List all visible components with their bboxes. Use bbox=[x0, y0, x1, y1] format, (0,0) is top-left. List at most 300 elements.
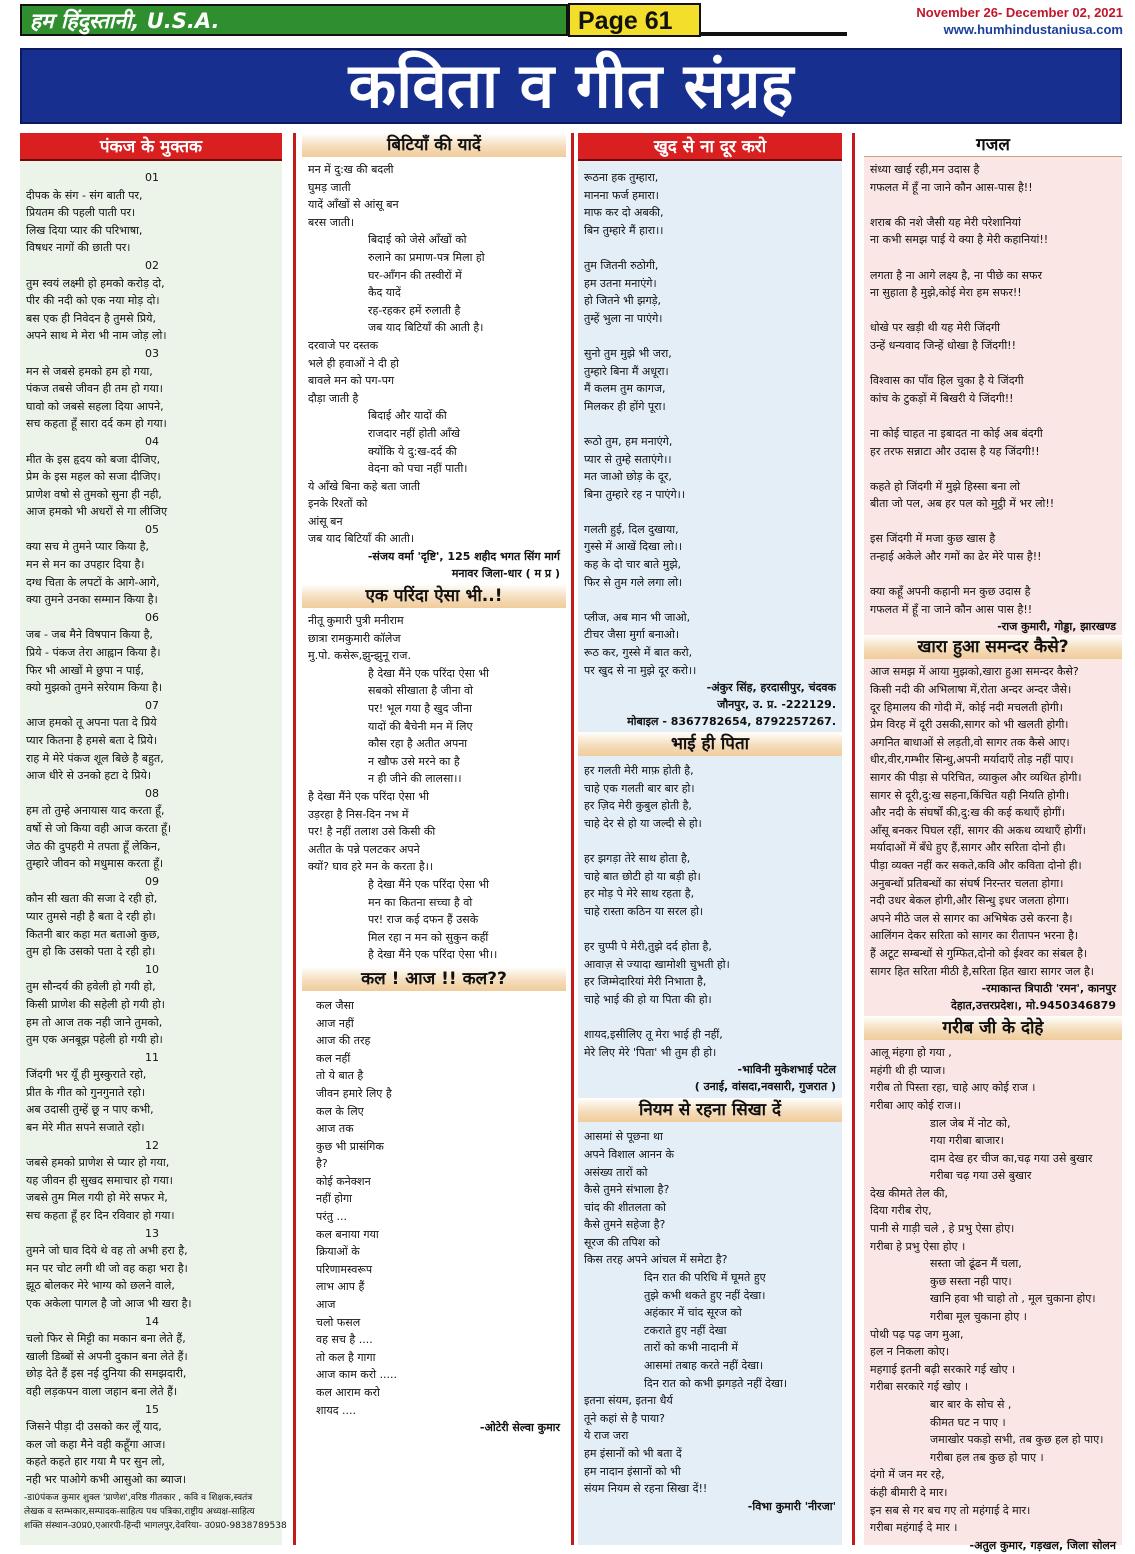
poem-credit bbox=[864, 980, 1122, 1014]
poem-line: कल जो कहा मैने वही कहूँगा आज। bbox=[26, 1437, 166, 1451]
poem-line: तो ये बात है bbox=[316, 1069, 364, 1083]
poem-line: क्या सच मे तुमने प्यार किया है, bbox=[26, 540, 149, 554]
poem-line: बन मेरे मीत सपने सजाते रहो। bbox=[26, 1121, 145, 1135]
poem-line: हर झगड़ा तेरे साथ होता है, bbox=[584, 852, 691, 866]
poem-heading: खारा हुआ समन्दर कैसे? bbox=[864, 635, 1122, 659]
poem-line: प्रीत के गीत को गुनगुनाते रहो। bbox=[26, 1085, 145, 1099]
brand-text: हम हिंदुस्तानी, U.S.A. bbox=[30, 9, 220, 33]
poem-line: दौड़ा जाती है bbox=[308, 391, 359, 405]
credit-line: -अंकुर सिंह, हरदासीपुर, चंदवक bbox=[706, 681, 836, 695]
poem-line: क्यों? घाव हरे मन के करता है।। bbox=[308, 860, 434, 874]
poem-line: उन्हें धन्यवाद जिन्हें धोखा है जिंदगी!! bbox=[870, 338, 1016, 352]
poem-line: हर जिम्मेदारियां मेरी निभाता है, bbox=[584, 975, 707, 989]
poem-line: हम उतना मनाएंगे। bbox=[584, 276, 657, 290]
poem-line: सागर की पीड़ा से परिचित, व्याकुल और व्यथित होगी। bbox=[870, 771, 1082, 784]
poem-body bbox=[578, 161, 842, 679]
poem-line: देख कीमते तेल की, bbox=[870, 1186, 948, 1200]
poem-heading: भाई ही पिता bbox=[578, 732, 842, 756]
poem-line: तुमने जो घाव दिये थे वह तो अभी हरा है, bbox=[26, 1244, 188, 1258]
poem-line: चलो फिर से मिट्टी का मकान बना लेते हैं, bbox=[26, 1332, 186, 1346]
poem-line: है देखा मैंने एक परिंदा ऐसा भी bbox=[308, 790, 429, 803]
poem-line: धीर,वीर,गम्भीर सिन्धु,अपनी मर्यादाएँ तोड़ नहीं पाए। bbox=[870, 753, 1074, 767]
poem-line: प्यार तुमसे नही है बता दे रही हो। bbox=[26, 909, 156, 923]
poem-line: सच कहता हूँ हर दिन रविवार हो गया। bbox=[26, 1209, 175, 1223]
poem-credit: -अतुल कुमार, गड़खल, जिला सोलन bbox=[969, 1538, 1116, 1552]
poem-line: दिन रात की परिधि में घूमते हुए bbox=[644, 1271, 766, 1285]
poem-line: परिणामस्वरूप bbox=[316, 1262, 373, 1276]
verse-number: 03 bbox=[145, 346, 159, 360]
poem-line: जीवन हमारे लिए है bbox=[316, 1086, 392, 1100]
poem-line: टकराते हुए नहीं देखा bbox=[644, 1323, 727, 1337]
poem-line: सुनो तुम मुझे भी जरा, bbox=[584, 346, 672, 360]
poem-line: जबसे तुम मिल गयी हो मेरे सफर मे, bbox=[26, 1191, 168, 1205]
verse-number: 13 bbox=[145, 1226, 159, 1240]
poem-line: मन का कितना सच्चा है वो bbox=[368, 895, 473, 909]
poem-line: आज तक bbox=[316, 1122, 354, 1136]
verse-number: 07 bbox=[145, 698, 159, 712]
poem-body bbox=[864, 1040, 1122, 1537]
poem-line: क्या कहूँ अपनी कहानी मन कुछ उदास है bbox=[870, 585, 1031, 599]
poem-line: अतीत के पन्ने पलटकर अपने bbox=[308, 842, 420, 856]
poem-line: चाहे बात छोटी हो या बड़ी हो। bbox=[584, 869, 701, 883]
poem-heading: गरीब जी के दोहे bbox=[864, 1016, 1122, 1040]
poem-heading: बिटियाँ की यादें bbox=[302, 133, 566, 157]
poem-line: एक अकेला पागल है जो आज भी खरा है। bbox=[26, 1297, 192, 1310]
stanza-gap bbox=[870, 407, 1118, 425]
poem-line: हम तो तुम्हे अनायास याद करता हूँ, bbox=[26, 804, 165, 818]
verse-number: 10 bbox=[145, 962, 159, 976]
poem-heading: नियम से रहना सिखा दें bbox=[578, 1098, 842, 1122]
poem-line: बिदाई को जेसे आँखों को bbox=[368, 233, 467, 247]
poem-line: डाल जेब में नोट को, bbox=[930, 1116, 1011, 1130]
stanza-gap bbox=[870, 249, 1118, 267]
poem-line: इतना संयम, इतना धैर्य bbox=[584, 1394, 673, 1408]
poem-line: कल आराम करो bbox=[316, 1386, 380, 1399]
poem-heading: गजल bbox=[864, 133, 1122, 157]
poem-line: हर मोड़ पे मेरे साथ रहता है, bbox=[584, 887, 695, 901]
credit-line: -भाविनी मुकेशभाई पटेल bbox=[737, 1063, 836, 1077]
poem-line: शराब की नशे जैसी यह मेरी परेशानियां bbox=[870, 215, 1021, 229]
column-2 bbox=[302, 133, 566, 1545]
column-4 bbox=[864, 133, 1122, 1552]
poem-line: जेठ की दुपहरी मे तपता हूँ लेकिन, bbox=[26, 839, 161, 853]
poem-bitiyan-ki-yaaden bbox=[302, 133, 566, 582]
verse-number: 04 bbox=[145, 434, 159, 448]
poem-body bbox=[864, 659, 1122, 980]
credit-line: ( उनाई, वांसदा,नवसारी, गुजरात ) bbox=[694, 1080, 836, 1094]
poem-line: आज हमको भी अधरों से गा लीजिए bbox=[26, 505, 168, 519]
stanza-gap bbox=[584, 327, 838, 345]
poem-credit: -विभा कुमारी 'नीरजा' bbox=[747, 1499, 836, 1513]
poem-line: प्रेम के इस महल को सजा दीजिए। bbox=[26, 470, 161, 484]
credit-line: -रमाकान्त त्रिपाठी 'रमन', कानपुर bbox=[981, 982, 1116, 996]
poem-credit: -राज कुमारी, गोड्डा, झारखण्ड bbox=[997, 620, 1116, 634]
credit-line: लेखक व स्तम्भकार,सम्पादक-साहित्य पथ पत्रिका,राष्ट्रीय अध्यक्ष-साहित्य bbox=[24, 1506, 255, 1517]
poem-line: बार बार के सोच से , bbox=[930, 1398, 1012, 1411]
stanza-gap bbox=[584, 921, 838, 939]
poem-line: आज धीरे से उनको हटा दे प्रिये। bbox=[26, 769, 152, 783]
poem-line: असंख्य तारों को bbox=[584, 1165, 648, 1179]
poem-line: जब याद बिटियाँ की आती है। bbox=[368, 321, 484, 335]
column-divider bbox=[852, 133, 855, 1545]
poem-line: तुझे कभी थकते हुए नहीं देखा। bbox=[644, 1288, 766, 1302]
credit-line: देहात,उत्तरप्रदेश।, मो.9450346879 bbox=[950, 999, 1116, 1013]
poem-line: हर तरफ सन्नाटा और उदास है यह जिंदगी!! bbox=[870, 444, 1040, 458]
poem-line: तुम हो कि उसको पता दे रही हो। bbox=[26, 945, 156, 959]
poem-line: जमाखोर पकड़ो सभी, तब कुछ हल हो पाए। bbox=[930, 1433, 1104, 1447]
stanza-gap bbox=[870, 566, 1118, 584]
poem-line: कंही बीमारी दे मार। bbox=[870, 1485, 948, 1499]
poem-line: गरीब तो पिस्ता रहा, चाहे आए कोई राज । bbox=[870, 1081, 1036, 1095]
poem-line: सच कहता हूँ सारा दर्द कम हो गया। bbox=[26, 417, 167, 431]
poem-line: है देखा मैंने एक परिंदा ऐसा भी bbox=[368, 666, 489, 680]
poem-line: मैं कलम तुम कागज, bbox=[584, 382, 666, 396]
poem-body bbox=[302, 608, 566, 964]
stanza-gap bbox=[584, 833, 838, 851]
poem-line: किसी नदी की अभिलाषा में,रोता अन्दर अन्दर जैसे। bbox=[870, 683, 1072, 697]
verse-number: 06 bbox=[145, 610, 159, 624]
poem-line: गलती हुई, दिल दुखाया, bbox=[584, 522, 679, 536]
poem-line: तुम जितनी रुठोगी, bbox=[584, 258, 659, 272]
poem-line: वह सच है .... bbox=[316, 1333, 373, 1347]
verse-number: 15 bbox=[145, 1402, 159, 1416]
poem-line: आसमां से पूछना था bbox=[584, 1130, 663, 1144]
poem-line: गरीबा सरकारे गई खोए । bbox=[870, 1380, 969, 1394]
poem-gareeb-ji-ke-dohe bbox=[864, 1016, 1122, 1554]
column-divider bbox=[571, 133, 574, 1545]
poem-line: आज काम करो ..... bbox=[316, 1368, 398, 1382]
poem-line: मत जाओ छोड़ के दूर, bbox=[584, 470, 672, 484]
page-number-box bbox=[568, 3, 701, 37]
poem-line: संध्या खाई रही,मन उदास है bbox=[870, 163, 980, 176]
poem-line: तुम सौन्दर्य की हवेली हो गयी हो, bbox=[26, 980, 156, 994]
poem-line: नदी उधर बेकल होगी,और सिन्धु इधर जलता होगा। bbox=[870, 894, 1070, 908]
poem-line: रूठना हक तुम्हारा, bbox=[584, 171, 659, 184]
poem-line: घावो को जबसे सहला दिया आपने, bbox=[26, 399, 164, 413]
poem-line: क्योंकि ये दु:ख-दर्द की bbox=[368, 444, 457, 458]
poem-line: दग्ध चिता के लपटों के आगे-आगे, bbox=[26, 575, 160, 589]
poem-line: मेरे लिए मेरे 'पिता' भी तुम ही हो। bbox=[584, 1045, 717, 1059]
poem-line: मन से मन का उपहार दिया है। bbox=[26, 558, 145, 572]
poem-line: मु.पो. कसेरू,झुन्झुनू राज. bbox=[308, 649, 411, 663]
poem-heading: खुद से ना दूर करो bbox=[578, 133, 842, 161]
poem-line: किस तरह अपने आंचल में समेटा है? bbox=[584, 1253, 728, 1267]
poem-line: हम तो आज तक नही जाने तुमको, bbox=[26, 1015, 163, 1029]
poem-line: हर ज़िद मेरी कुबुल होती है, bbox=[584, 799, 692, 813]
poem-line: रुलाने का प्रमाण-पत्र मिला हो bbox=[368, 250, 485, 264]
poem-line: टीचर जैसा मुर्गा बनाओ। bbox=[584, 628, 680, 642]
poem-credit bbox=[578, 1061, 842, 1095]
poem-line: पीर की नदी को एक नया मोड़ दो। bbox=[26, 294, 160, 308]
poem-line: आसमां तबाह करते नहीं देखा। bbox=[644, 1359, 764, 1373]
poem-heading: कल ! आज !! कल?? bbox=[302, 967, 566, 991]
poem-line: तुम्हारे बिना मैं अधूरा। bbox=[584, 364, 669, 378]
poem-credit bbox=[302, 548, 566, 582]
poem-khud-se-na-door-karo bbox=[578, 133, 842, 730]
poem-line: पर! है नहीं तलाश उसे किसी की bbox=[308, 825, 436, 839]
poem-line: ये राज जरा bbox=[584, 1429, 629, 1443]
credit-line: -संजय वर्मा 'दृष्टि', 125 शहीद भगत सिंग मार्ग bbox=[367, 550, 560, 564]
poem-line: अपने साथ मे मेरा भी नाम जोड़ लो। bbox=[26, 329, 167, 343]
poem-line: यादों की बैचेनी मन में लिए bbox=[368, 719, 473, 733]
poem-line: कुछ सस्ता नही पाए। bbox=[930, 1274, 1012, 1288]
poem-line: पर! राज कई दफन हैं उसके bbox=[368, 913, 479, 927]
poem-line: महंगी थी ही प्याज। bbox=[870, 1063, 946, 1077]
poem-line: विषधर नागों की छाती पर। bbox=[26, 241, 131, 255]
poem-line: सबको सीखाता है जीना वो bbox=[368, 684, 474, 698]
poem-line: मर्यादाओं में बँधे हुए हैं,सागर और सरिता दोनो ही। bbox=[870, 841, 1066, 855]
poem-line: महगाई इतनी बढ़ी सरकारे गई खोए । bbox=[870, 1362, 1016, 1376]
poem-line: है? bbox=[316, 1157, 328, 1171]
poem-line: पंकज तबसे जीवन ही तम हो गया। bbox=[26, 382, 163, 396]
poem-line: चाहे एक गलती बार बार हो। bbox=[584, 781, 695, 795]
poem-line: गरीबा मूल चुकाना होए । bbox=[930, 1310, 1027, 1324]
poem-line: संयम नियम से रहना सिखा दें!! bbox=[584, 1482, 708, 1496]
poem-line: दिन रात को कभी झगड़ते नहीं देखा। bbox=[644, 1376, 788, 1390]
poem-line: क्यो मुझको तुमने सरेयाम किया है। bbox=[26, 681, 163, 695]
column-pankaj-muktak bbox=[20, 133, 287, 1545]
poem-line: कैसे तुमने सहेजा है? bbox=[584, 1218, 666, 1232]
stanza-gap bbox=[870, 196, 1118, 214]
poem-line: अगनित बाधाओं से लड़ती,वो सागर तक कैसे आए। bbox=[870, 735, 1070, 749]
poem-line: वेदना को पचा नहीं पाती। bbox=[368, 462, 468, 476]
poem-line: कितनी बार कहा मत बताओ कुछ, bbox=[26, 927, 160, 941]
poem-line: क्रियाओं के bbox=[316, 1245, 360, 1259]
section-banner bbox=[20, 48, 1122, 124]
poem-line: हम इंसानों को भी बता दें bbox=[584, 1447, 682, 1460]
poem-line: तो कल है गागा bbox=[316, 1350, 376, 1364]
stanza-gap bbox=[584, 591, 838, 609]
poem-line: मानना फर्ज हमारा। bbox=[584, 188, 659, 202]
poem-line: रूठ कर, गुस्से में बात करो, bbox=[584, 646, 693, 660]
poem-line: प्राणेश वषो से तुमको सुना ही नही, bbox=[26, 487, 162, 501]
poem-line: चाहे भाई की हो या पिता की हो। bbox=[584, 992, 712, 1006]
poem-line: आज समझ में आया मुझको,खारा हुआ समन्दर कैसे? bbox=[870, 665, 1079, 679]
poem-niyam-se-rehna bbox=[578, 1098, 842, 1514]
poem-line: तन्हाई अकेले और गमों का ढेर मेरे पास है!! bbox=[870, 550, 1042, 564]
poem-line: आज नहीं bbox=[316, 1016, 354, 1030]
poem-line: चलो फसल bbox=[316, 1315, 361, 1329]
poem-line: और नदी के संघर्षों की,दु:ख की कई कथाएँ होगीं। bbox=[870, 806, 1065, 820]
verse-number: 12 bbox=[145, 1138, 159, 1152]
stanza-gap bbox=[870, 513, 1118, 531]
poem-line: आंसू बन bbox=[308, 514, 343, 528]
poem-body bbox=[302, 991, 566, 1419]
poem-line: तुम स्वयं लक्ष्मी हो हमको करोड़ दो, bbox=[26, 276, 165, 290]
masthead bbox=[0, 0, 1135, 40]
section-title: कविता व गीत संग्रह bbox=[348, 49, 794, 122]
column-divider bbox=[293, 133, 296, 1545]
poem-line: गफलत में हूँ ना जाने कौन आस-पास है!! bbox=[870, 180, 1033, 194]
poem-line: मीत के इस हृदय को बजा दीजिए, bbox=[26, 452, 161, 466]
poem-line: कल बनाया गया bbox=[316, 1227, 379, 1241]
poem-line: राह मे मेरे पंकज शूल बिछे है बहुत, bbox=[26, 751, 164, 765]
poem-line: दिया गरीब रोए, bbox=[870, 1204, 932, 1218]
poem-line: इस जिंदगी में मजा कुछ खास है bbox=[870, 532, 996, 546]
poem-line: खाली डिब्बों से अपनी दुकान बना लेते हैं। bbox=[26, 1349, 188, 1363]
poem-line: मिल रहा न मन को सुकुन कहीं bbox=[368, 930, 489, 944]
poem-line: बिना तुम्हारे रह न पाएंगे।। bbox=[584, 487, 686, 501]
poem-line: अनुबन्धों प्रतिबन्धों का संघर्ष निरन्तर चलता होगा। bbox=[870, 876, 1064, 890]
poem-line: शायद .... bbox=[316, 1403, 357, 1417]
poem-line: सस्ता जो ढूंढन मैं चला, bbox=[930, 1257, 1022, 1271]
poem-line: रूठो तुम, हम मनाएंगे, bbox=[584, 434, 673, 448]
poem-credit bbox=[578, 679, 842, 730]
poem-line: धोखे पर खड़ी थी यह मेरी जिंदगी bbox=[870, 321, 1000, 335]
poem-line: दरवाजे पर दस्तक bbox=[308, 338, 379, 352]
column-3 bbox=[578, 133, 842, 1545]
poem-line: आज हमको तू अपना पता दे प्रिये bbox=[26, 716, 157, 730]
poem-line: वही लड़कपन वाला जहान बना लेते हैं। bbox=[26, 1384, 178, 1398]
poem-line: अब उदासी तुम्हें छू न पाए कभी, bbox=[26, 1103, 154, 1117]
poem-line: फिर भी आखों मे छुपा न पाई, bbox=[26, 663, 144, 677]
poem-line: गफलत में हूँ ना जाने कौन आस पास है!! bbox=[870, 602, 1033, 616]
poem-line: कहते हो जिंदगी में मुझे हिस्सा बना लो bbox=[870, 479, 1020, 493]
poem-line: बिन तुम्हारे मैं हारा।। bbox=[584, 223, 664, 237]
poem-heading: एक परिंदा ऐसा भी..! bbox=[302, 584, 566, 608]
poem-line: प्रेम विरह में दूरी उसकी,सागर को भी खलती होगी। bbox=[870, 718, 1069, 732]
poem-line: घर-आँगन की तस्वीरों में bbox=[368, 268, 462, 282]
poem-line: बस एक ही निवेदन है तुमसे प्रिये, bbox=[26, 311, 157, 325]
poem-line: गरीबा चढ़ गया उसे बुखार bbox=[930, 1169, 1032, 1183]
poem-line: अपने मीठे जल से सागर का अभिषेक उसे करना है। bbox=[870, 911, 1073, 925]
poem-line: आवाज़ से ज्यादा खामोशी चुभती हो। bbox=[584, 957, 730, 971]
poem-line: कल जैसा bbox=[316, 998, 354, 1012]
header-divider bbox=[701, 32, 847, 36]
poem-body bbox=[864, 157, 1122, 618]
poem-line: कल नहीं bbox=[316, 1051, 351, 1065]
verse-number: 09 bbox=[145, 874, 159, 888]
poem-line: न ही जीने की लालसा।। bbox=[368, 772, 462, 786]
poem-line: न खौफ उसे मरने का है bbox=[368, 754, 460, 768]
poem-line: फिर से तुम गले लगा लो। bbox=[584, 575, 683, 589]
poem-line: अपने विशाल आनन के bbox=[584, 1147, 674, 1161]
poem-line: परंतु ... bbox=[316, 1210, 348, 1224]
poem-line: राजदार नहीं होती आँखे bbox=[368, 426, 461, 440]
stanza-gap bbox=[584, 503, 838, 521]
poem-line: चांद की शीतलता को bbox=[584, 1200, 666, 1214]
poem-line: कैसे तुमने संभाला है? bbox=[584, 1183, 670, 1197]
poem-line: बरस जाती। bbox=[308, 215, 355, 229]
poem-line: लगता है ना आगे लक्ष्य है, ना पीछे का सफर bbox=[870, 268, 1043, 282]
poem-line: हैं अटूट सम्बन्धों से गुम्फित,दोनो को ईश्वर का संबल है। bbox=[870, 946, 1088, 960]
poem-line: तुम्हारे जीवन को मधुमास करता हूँ। bbox=[26, 857, 164, 871]
poem-line: है देखा मैंने एक परिंदा ऐसा भी bbox=[368, 877, 489, 891]
poem-line: हल न निकला कोए। bbox=[870, 1345, 950, 1359]
poem-line: तारों को कभी नादानी में bbox=[644, 1341, 738, 1355]
poem-line: खानि हवा भी चाहो तो , मूल चुकाना होए। bbox=[930, 1292, 1096, 1306]
poem-line: माफ कर दो अबकी, bbox=[584, 206, 664, 220]
poem-line: है देखा मैंने एक परिंदा ऐसा भी।। bbox=[368, 948, 498, 962]
poem-line: नहीं होगा bbox=[316, 1192, 353, 1206]
poem-line: ना कोई चाहत ना इबादत ना कोई अब बंदगी bbox=[870, 426, 1043, 440]
poem-line: प्रियतम की पहली पाती पर। bbox=[26, 206, 136, 220]
poem-line: कैद यादें bbox=[368, 286, 401, 300]
poem-line: दाम देख हर चीज का,चढ़ गया उसे बुखार bbox=[930, 1151, 1093, 1165]
poem-gajal bbox=[864, 133, 1122, 635]
poem-line: दंगो में जन मर रहे, bbox=[870, 1468, 945, 1482]
poem-line: ना कभी समझ पाई ये क्या है मेरी कहानियां!! bbox=[870, 233, 1049, 247]
poem-body bbox=[302, 157, 566, 548]
poem-line: नीतू कुमारी पुत्री मनीराम bbox=[308, 614, 404, 628]
poem-line: प्रिये - पंकज तेरा आह्वान किया है। bbox=[26, 646, 161, 660]
poem-line: हो जितने भी झगड़े, bbox=[584, 294, 662, 308]
credit-line: मोबाइल - 8367782654, 8792257267. bbox=[627, 715, 836, 729]
poem-line: मन से जबसे हमको हम हो गया, bbox=[26, 364, 153, 378]
poem-line: जबसे हमको प्राणेश से प्यार हो गया, bbox=[26, 1156, 170, 1170]
poem-line: हर गलती मेरी माफ़ होती है, bbox=[584, 764, 694, 778]
poem-line: गुस्से में आखें दिखा लो।। bbox=[584, 540, 683, 554]
poem-credit bbox=[20, 1491, 287, 1533]
poem-line: जिसने पीड़ा दी उसको कर लूँ याद, bbox=[26, 1420, 162, 1434]
poem-line: शायद,इसीलिए तू मेरा भाई ही नहीं, bbox=[584, 1028, 723, 1042]
poem-line: दीपक के संग - संग बाती पर, bbox=[26, 188, 143, 202]
poem-line: प्यार कितना है हमसे बता दे प्रिये। bbox=[26, 734, 158, 747]
credit-line: मनावर जिला-धार ( म प्र ) bbox=[451, 567, 560, 581]
stanza-gap bbox=[870, 355, 1118, 373]
poem-line: सागर से दूरी,दु:ख सहना,किंचित यही नियति होगी। bbox=[870, 788, 1070, 802]
poem-line: कुछ भी प्रासंगिक bbox=[316, 1139, 384, 1153]
poem-line: क्या तुमने उनका सम्मान किया है। bbox=[26, 593, 158, 607]
poem-line: कोई कनेक्शन bbox=[316, 1174, 371, 1188]
poem-line: तुम्हें भुला ना पाएंगे। bbox=[584, 311, 663, 325]
poem-line: पोथी पढ़ पढ़ जग मुआ, bbox=[870, 1327, 964, 1341]
poem-line: यादें आँखों से आंसू बन bbox=[308, 198, 399, 212]
poem-line: मन में दु:ख की बदली bbox=[308, 163, 394, 176]
poem-line: भले ही हवाओं ने दी हो bbox=[308, 356, 399, 370]
poem-line: कीमत घट न पाए । bbox=[930, 1415, 1006, 1429]
poem-line: वर्षो से जो किया वही आज करता हूँ। bbox=[26, 821, 172, 835]
poem-bhai-hi-pita bbox=[578, 732, 842, 1095]
poem-line: पानी से गाड़ी चले , हे प्रभु ऐसा होए। bbox=[870, 1222, 1015, 1236]
poem-line: कांच के टुकड़ों में बिखरी ये जिंदगी!! bbox=[870, 391, 1014, 405]
poem-line: कौन सी खता की सजा दे रही हो, bbox=[26, 892, 158, 906]
poem-line: सूरज की तपिश को bbox=[584, 1235, 661, 1249]
poem-line: बीता जो पल, अब हर पल को मुट्ठी में भर लो!! bbox=[870, 497, 1055, 511]
poem-line: तुम एक अनबूझ पहेली हो गयी हो। bbox=[26, 1033, 163, 1047]
poem-line: गरीबा महंगाई दे मार । bbox=[870, 1521, 958, 1535]
poem-line: इनके रिश्तों को bbox=[308, 497, 368, 511]
poem-line: आज bbox=[316, 1298, 336, 1312]
poem-line: कहते कहते हार गया मै पर सुन लो, bbox=[26, 1455, 165, 1469]
website-link[interactable]: www.humhindustaniusa.com bbox=[943, 22, 1123, 37]
poem-line: पीड़ा व्यक्त नहीं कर सकते,कवि और कविता दोनो ही। bbox=[870, 858, 1082, 872]
poem-line: सागर हित सरिता मीठी है,सरिता हित खारा सागर जल है। bbox=[870, 964, 1094, 978]
stanza-gap bbox=[870, 460, 1118, 478]
publication-brand bbox=[20, 4, 568, 36]
poem-kal-aaj-kal bbox=[302, 967, 566, 1436]
poem-body bbox=[578, 756, 842, 1061]
poem-line: कह के दो चार बाते मुझे, bbox=[584, 558, 682, 572]
poem-line: पर खुद से ना मुझे दूर करो।। bbox=[584, 663, 697, 677]
stanza-gap bbox=[584, 1009, 838, 1027]
verse-number: 14 bbox=[145, 1314, 159, 1328]
poem-line: दूर हिमालय की गोदी में, कोई नदी मचलती होगी। bbox=[870, 700, 1063, 714]
poem-line: कौस रहा है अतीत अपना bbox=[368, 737, 468, 751]
poem-line: प्यार से तुम्हे सताएंगे।। bbox=[584, 452, 672, 466]
verse-number: 01 bbox=[145, 171, 159, 184]
stanza-gap bbox=[870, 302, 1118, 320]
poem-line: आँसू बनकर पिघल रहीं, सागर की अकथ व्यथाएँ होगीं। bbox=[870, 823, 1086, 837]
poem-line: छात्रा रामकुमारी कॉलेज bbox=[308, 631, 401, 645]
poem-ek-parinda bbox=[302, 584, 566, 964]
poem-line: गरीबा आए कोई राज।। bbox=[870, 1098, 962, 1112]
poem-line: बावले मन को पग-पग bbox=[308, 374, 395, 388]
poem-line: आलू मंहगा हो गया , bbox=[870, 1046, 952, 1060]
poem-line: उड़रहा है निस-दिन नभ में bbox=[308, 807, 409, 821]
poem-line: जब - जब मैने विषपान किया है, bbox=[26, 628, 153, 642]
credit-line: -डा0पंकज कुमार शुक्ल 'प्राणेश',वरिष्ठ गीतकार , कवि व शिक्षक,स्वतंत्र bbox=[24, 1492, 253, 1503]
